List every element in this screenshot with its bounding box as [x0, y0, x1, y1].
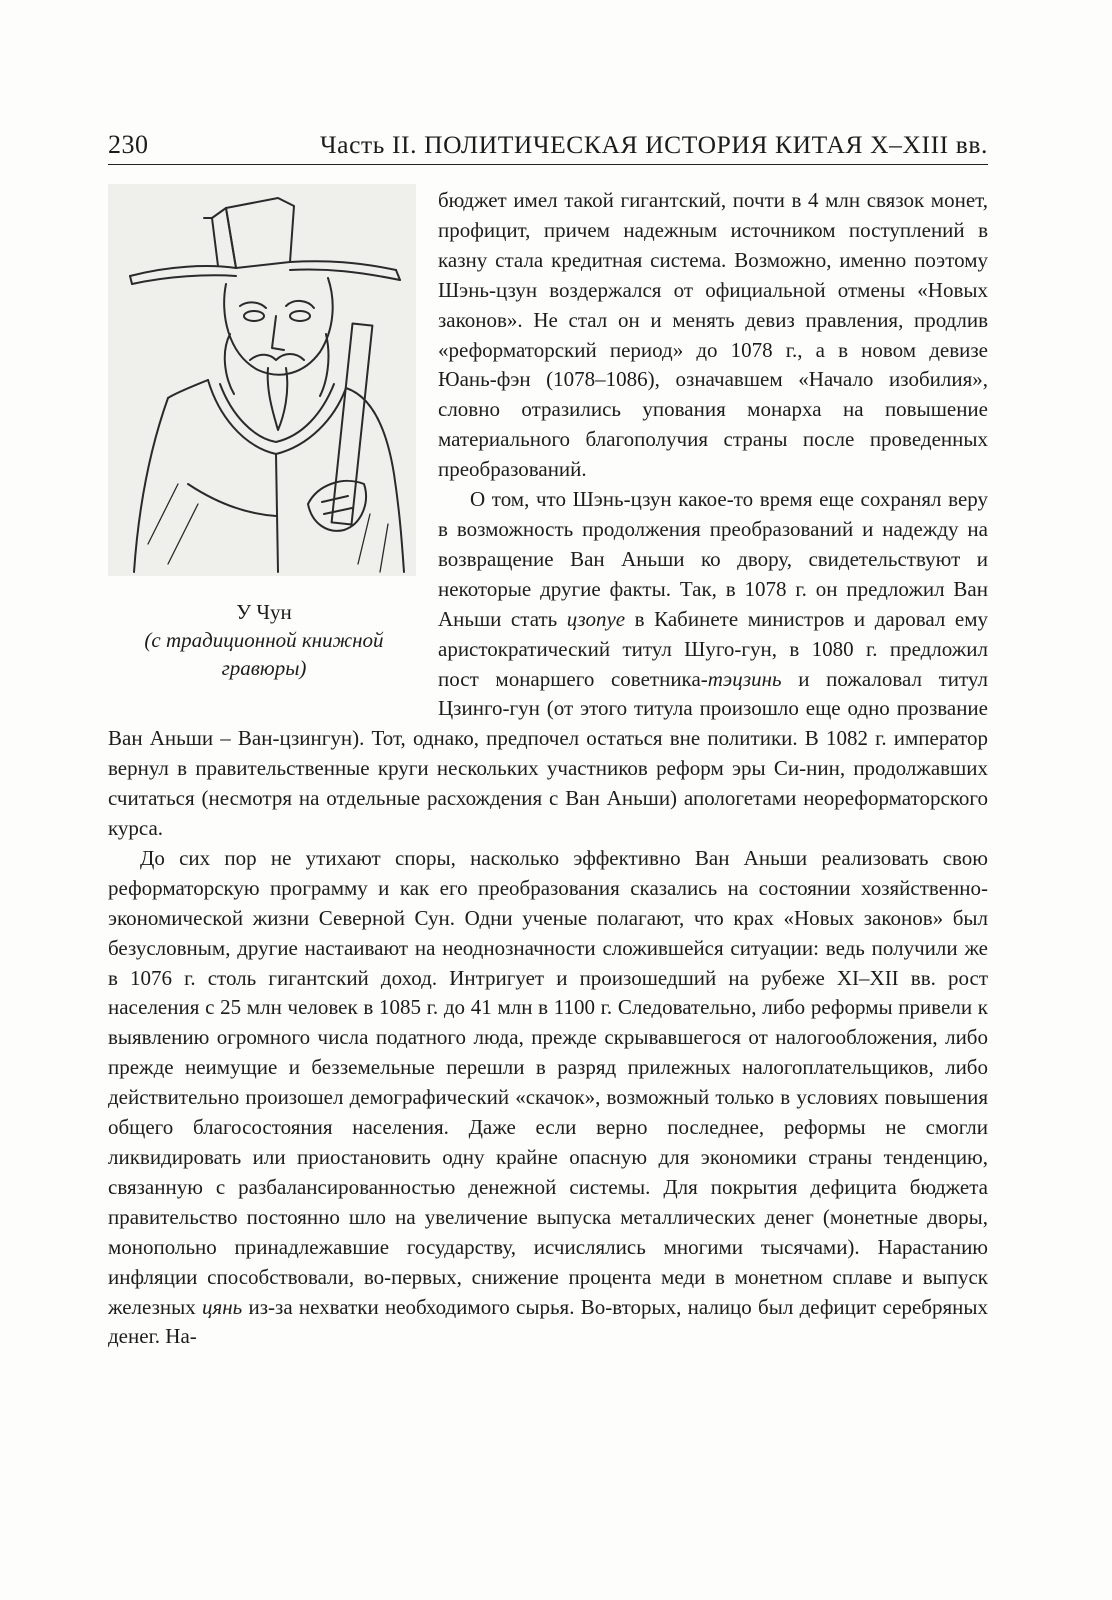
text-run: из-за нехватки необходимого сырья. Во-вторых, налицо был дефицит серебряных денег. На- [108, 1294, 988, 1349]
figure-wrap-space [108, 186, 438, 700]
paragraph: бюджет имел такой гигантский, почти в 4 млн связок монет, профицит, причем надежным источником поступлений в казну стала кредитная система. Возможно, именно поэтому Шэнь-цзун воздержался от официальной отмены «Новых законов». Не стал он и менять девиз правления, продлив «реформаторский период» до 1078 г., а в новом девизе Юань-фэн (1078–1086), означавшем «Начало изобилия», словно отразились упования монарха на повышение материального благополучия страны после проведенных преобразований. [438, 188, 988, 482]
running-head: Часть II. ПОЛИТИЧЕСКАЯ ИСТОРИЯ КИТАЯ X–XIII вв. [320, 130, 988, 159]
body-text [108, 186, 988, 1352]
text-run: О том, что Шэнь-цзун какое-то время еще сохранял веру в возможность продолжения преобразований и надежду на возвращение Ван Аньши ко двору, свидетельствуют и некоторые другие факты. Так, в 1078 г. он предложил Ван Аньши стать [438, 487, 988, 631]
page-number: 230 [108, 130, 149, 159]
paragraph [108, 844, 988, 1352]
page-header [108, 124, 988, 165]
text-run: в Кабинете министров и даровал ему аристократический титул Шуго-гун, в 1080 г. предложил пост монаршего советника- [438, 606, 988, 691]
italic-term: цзопуе [566, 606, 626, 631]
caption-subtitle: (с традиционной книжной гравюры) [144, 628, 384, 680]
italic-term: цянь [202, 1294, 243, 1319]
text-run: До сих пор не утихают споры, насколько эффективно Ван Аньши реализовать свою реформаторскую программу и как его преобразования сказались на состоянии хозяйственно-экономической жизни Северной Сун. Одни ученые полагают, что крах «Новых законов» был безусловным, другие настаивают на неоднозначности сложившейся ситуации: ведь получили же в 1076 г. столь гигантский доход. Интригует и произошедший на рубеже XI–XII вв. рост населения с 25 млн человек в 1085 г. до 41 млн в 1100 г. Следовательно, либо реформы привели к выявлению огромного числа податного люда, прежде скрывавшегося от налогообложения, либо прежде неимущие и безземельные перешли в разряд прилежных налогоплательщиков, либо действительно произошел демографический «скачок», возможный только в условиях повышения общего благосостояния населения. Даже если верно последнее, реформы не смогли ликвидировать или приостановить одну крайне опасную для экономики страны тенденцию, связанную с разбалансированностью денежной системы. Для покрытия дефицита бюджета правительство постоянно шло на увеличение выпуска металлических денег (монетные дворы, монопольно принадлежавшие государству, исчислялись многими тысячами). Нарастанию инфляции способствовали, во-первых, снижение процента меди в монетном сплаве и выпуск железных [108, 845, 988, 1319]
caption-title: У Чун [236, 600, 292, 624]
italic-term: тэцзинь [707, 666, 782, 691]
text-run: и пожаловал титул Цзинго-гун (от этого титула произошло еще одно прозвание Ван Аньши – Ван-цзингун). Тот, однако, предпочел остаться вне политики. В 1082 г. император вернул в правительственные круги нескольких участников реформ эры Си-нин, продолжавших считаться (несмотря на отдельные расхождения с Ван Аньши) апологетами неореформаторского курса. [108, 666, 988, 841]
